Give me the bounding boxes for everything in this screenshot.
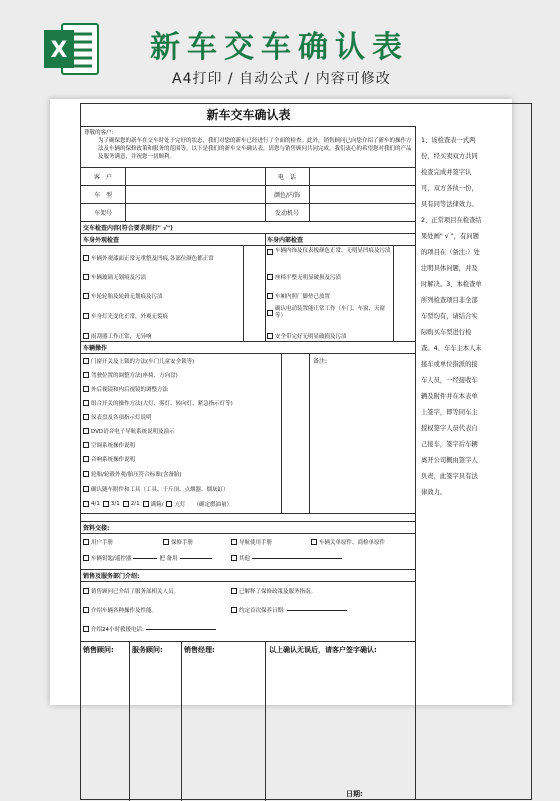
notes-column: [417, 127, 531, 799]
fuel-half: 2/1: [130, 501, 140, 507]
checkbox-icon[interactable]: [123, 501, 129, 507]
checkbox-icon[interactable]: [166, 501, 172, 507]
checkbox-icon: [83, 255, 89, 261]
checkbox-icon: [83, 588, 89, 594]
fuel-level-row: [83, 500, 232, 508]
fuel-lamp: 亢灯: [174, 502, 186, 508]
checkbox-icon[interactable]: [103, 501, 109, 507]
banner-subtitle: A4打印 / 自动公式 / 内容可修改: [172, 71, 391, 87]
checkbox-icon: [163, 539, 169, 545]
check-exterior-wheels[interactable]: 车轮轮胎及轮毂无划痕及污渍: [83, 292, 163, 300]
label-engine: 发动机号: [274, 210, 299, 217]
sig-sales-manager: 销售经理:: [184, 646, 215, 654]
doc-other[interactable]: 其他: [231, 554, 342, 562]
checkbox-icon: [267, 274, 273, 280]
greeting-body: 为了确保您的新车在交车时处于完好的状态，我们对您的新车已经进行了全面的检查。此外，销售顾问已向您介绍了新车的操作方法及车辆的保修政策和服务的范围等。以下是我们的新车交车确认表，请您与销售顾问共同完成。我们衷心的希望您对我们的产品及服务满意，并祝您一切顺利。: [98, 138, 412, 160]
check-interior-seatbelt[interactable]: 安全带完好无明显破损及污渍: [267, 332, 347, 340]
checkbox-icon: [83, 400, 89, 406]
label-color: 颜色/内饰: [273, 192, 301, 199]
date-label: 日期:: [346, 790, 363, 798]
label-phone: 电 话: [277, 174, 296, 181]
paper-sheet: [50, 99, 512, 798]
op-audio[interactable]: 音响系统操作说明: [83, 455, 135, 463]
form-title: 新车交车确认表: [81, 104, 416, 127]
label-vin: 车架号: [93, 210, 112, 217]
checkbox-icon: [83, 386, 89, 392]
fuel-note: （确定燃油量）: [193, 502, 232, 508]
doc-nav-manual[interactable]: 导航使用手册: [231, 538, 272, 546]
checkbox-icon: [83, 333, 89, 339]
op-mirrors[interactable]: 外后视镜和内后视镜的调整方法: [83, 385, 168, 393]
op-dvd-nav[interactable]: DVD语音电子导航系统说明及演示: [83, 427, 175, 435]
check-exterior-wipers[interactable]: 雨刮器工作正常，无异响: [83, 332, 152, 340]
checkbox-icon[interactable]: [143, 501, 149, 507]
info-row-model: [81, 186, 416, 204]
intro-rescue-phone[interactable]: 介绍24小时救援电话:: [83, 625, 216, 633]
checkbox-icon: [83, 372, 89, 378]
checkbox-icon: [231, 588, 237, 594]
model-field[interactable]: [125, 186, 265, 203]
form-main: [81, 127, 416, 799]
checkbox-icon: [231, 607, 237, 613]
checkbox-icon: [83, 471, 89, 477]
excel-file-icon: [42, 22, 100, 76]
header-banner: [0, 0, 560, 100]
exterior-header: 车身外观检查: [83, 237, 120, 244]
check-exterior-lights[interactable]: 车身灯光变化正常，外观无裂痕: [83, 312, 168, 320]
customer-field[interactable]: [125, 168, 265, 185]
check-interior-seats[interactable]: 座椅平整无明显破损及污渍: [267, 273, 341, 281]
op-tyres[interactable]: 轮胎/轮毂外观/胎压符合标准(含备胎): [83, 470, 182, 478]
info-row-vin: [81, 204, 416, 222]
checkbox-icon: [83, 626, 89, 632]
checkbox-icon: [83, 358, 89, 364]
checkbox-icon: [231, 539, 237, 545]
check-column-headers: [81, 234, 416, 246]
section-docs-title: 资料交接:: [81, 522, 416, 534]
remark-label: 备注:: [313, 358, 328, 365]
check-interior-mats[interactable]: 车厢内照厂脚垫已放置: [267, 292, 330, 300]
checkbox-icon: [83, 555, 89, 561]
intro-staff[interactable]: 销售顾问已介绍了服务部相关人员。: [83, 587, 179, 595]
checkbox-icon[interactable]: [83, 501, 89, 507]
check-exterior-glass[interactable]: 车辆玻璃无划痕及污渍: [83, 273, 146, 281]
doc-user-manual[interactable]: 用户手册: [83, 538, 113, 546]
checkbox-icon: [267, 249, 273, 255]
excel-icon-letter: X: [50, 38, 68, 63]
operation-block: [81, 354, 416, 514]
doc-warranty-manual[interactable]: 保修手册: [163, 538, 193, 546]
checkbox-icon: [231, 555, 237, 561]
checkbox-icon: [83, 442, 89, 448]
spacer-row: [81, 514, 416, 522]
doc-keys[interactable]: 车辆钥匙/遥控器 把 备用: [83, 554, 212, 562]
section-operation-title: 车辆操作: [81, 342, 416, 354]
info-row-customer: [81, 168, 416, 186]
checkbox-icon: [267, 310, 273, 316]
check-block: [81, 246, 416, 342]
op-combo-switch[interactable]: 组合开关的操作方法(大灯、雾灯、转向灯、紧急指示灯等): [83, 399, 233, 407]
intro-block: [81, 582, 416, 642]
fuel-quarter: 4/1: [91, 501, 100, 507]
fuel-full: 满箱/: [150, 502, 164, 508]
form-document: [80, 103, 532, 800]
checkbox-icon: [83, 456, 89, 462]
section-intro-title: 销售及服务部门介绍:: [81, 570, 416, 582]
sig-sales-advisor: 销售顾问:: [83, 646, 114, 654]
engine-field[interactable]: [309, 204, 416, 221]
checkbox-icon: [83, 486, 89, 492]
op-aircon[interactable]: 空调系统操作说明: [83, 441, 135, 449]
greeting-block: [81, 127, 416, 168]
checkbox-icon: [83, 313, 89, 319]
intro-operation[interactable]: 介绍车辆各种操作及性能。: [83, 606, 157, 614]
color-field[interactable]: [309, 186, 416, 203]
label-customer: 客 户: [93, 174, 112, 181]
checkbox-icon: [267, 333, 273, 339]
interior-header: 车身内部检查: [267, 237, 304, 244]
checkbox-icon: [83, 414, 89, 420]
signature-row: [81, 642, 416, 801]
section-check-title: 交车检查内容(符合要求则打" √"): [81, 222, 416, 234]
sig-customer: 以上确认无误后，请客户签字确认:: [269, 646, 377, 654]
checkbox-icon: [83, 293, 89, 299]
greeting-salutation: 尊敬的客户:: [84, 130, 114, 136]
op-dashboard[interactable]: 仪表盘及各项指示灯说明: [83, 413, 152, 421]
checkbox-icon: [311, 539, 317, 545]
check-interior-dashboard[interactable]: 车辆内饰及仪表板颜色正常、无明显凹痕及污渍: [267, 248, 395, 255]
fuel-third: 3/1: [110, 501, 120, 507]
doc-customs[interactable]: 车辆关单原件、商检单原件: [311, 538, 385, 546]
checkbox-icon: [83, 539, 89, 545]
checkbox-icon: [267, 293, 273, 299]
label-model: 车 型: [93, 192, 112, 199]
notes-text: 1、该检查表一式两份，经买卖双方共同检查完成并签字认可，双方各执一份，具有同等法律效力。2、正常项目在检查结果处画" √ "，有问题的项目在（备注:）处注明具体问题，并及时解决。3、本检查单所列检查项目非全部车型均有，请结合实际购买车型进行检查。4、车车主本人未接车或单位指派的接车人员，一经接收车辆及附件并在本表单上签字，即等同车主授权签字人员代表自己接车，签字后车辆离开公司概由签字人负责，此签字具有法律效力。: [421, 137, 482, 496]
checkbox-icon: [83, 274, 89, 280]
intro-warranty[interactable]: 已解释了保修政策及服务指南。: [231, 587, 316, 595]
check-exterior-paint[interactable]: 车辆外观漆面正常无重整及凹痕,各部位颜色都正常: [83, 254, 214, 262]
checkbox-icon: [83, 428, 89, 434]
op-driving-position[interactable]: 驾驶位置的调整方法(座椅、方向盘): [83, 371, 178, 379]
op-accessories[interactable]: 确认随车附件和工具（工具、千斤顶、点烟器、烟灰缸）: [83, 485, 229, 493]
docs-block: [81, 534, 416, 570]
sig-service-advisor: 服务顾问:: [132, 646, 163, 654]
intro-maintenance-date[interactable]: 约定首次保养日期:: [231, 606, 347, 614]
phone-field[interactable]: [309, 168, 416, 185]
banner-title: 新车交车确认表: [150, 30, 409, 65]
vin-field[interactable]: [125, 204, 265, 221]
checkbox-icon: [83, 607, 89, 613]
check-interior-electric[interactable]: 确认电动装置能正常工作（车门、车窗、天窗等）: [267, 306, 393, 320]
op-doors[interactable]: 门窗开关及上锁的方法(车门儿童安全锁等): [83, 357, 194, 365]
